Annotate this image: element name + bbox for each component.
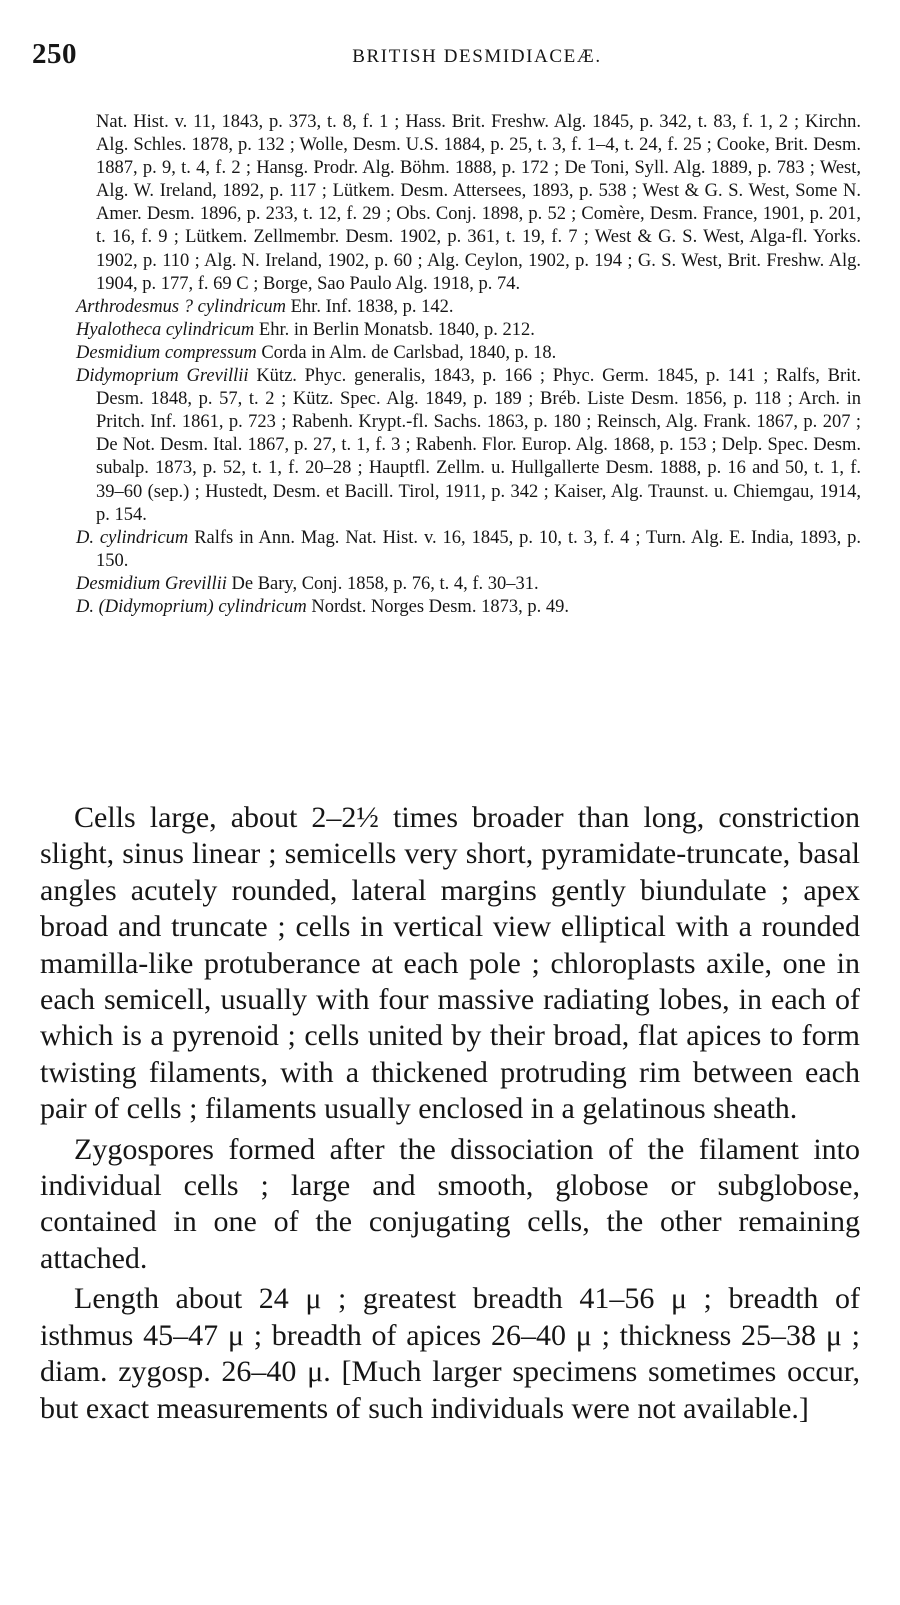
species-description: [40, 800, 860, 1431]
synonym-citation: Ehr. in Berlin Monatsb. 1840, p. 212.: [254, 319, 535, 340]
synonymy-entry: [76, 342, 861, 365]
running-title: BRITISH DESMIDIACEÆ.: [352, 46, 602, 67]
synonymy-block: [76, 111, 861, 619]
synonym-name: Hyalotheca cylindricum: [76, 319, 255, 340]
synonym-citation: Ralfs in Ann. Mag. Nat. Hist. v. 16, 1845, p. 10, t. 3, f. 4 ; Turn. Alg. E. India, 1893, p. 150.: [96, 527, 862, 571]
synonymy-entry: [76, 319, 861, 342]
description-paragraph-cells: Cells large, about 2–2½ times broader than long, constriction slight, sinus linear ; semicells very short, pyramidate-truncate, basal angles acutely rounded, lateral margins gently biundulate ; apex broad and truncate ; cells in vertical view elliptical with a rounded mamilla-like protuberance at each pole ; chloroplasts axile, one in each semicell, usually with four massive radiating lobes, in each of which is a pyrenoid ; cells united by their broad, flat apices to form twisting filaments, with a thickened protruding rim between each pair of cells ; filaments usually enclosed in a gelatinous sheath.: [40, 801, 860, 1126]
page-number: 250: [32, 38, 77, 70]
synonym-name: D. (Didymoprium) cylindricum: [76, 596, 307, 617]
page-header: [32, 38, 862, 78]
synonym-name: Desmidium Grevillii: [76, 573, 227, 594]
synonym-citation: Nordst. Norges Desm. 1873, p. 49.: [306, 596, 569, 617]
description-paragraph-zygospores: Zygospores formed after the dissociation of the filament into individual cells ; large and smooth, globose or subglobose, contained in one of the conjugating cells, the other remaining attached.: [40, 1132, 860, 1275]
synonym-name: Desmidium compressum: [76, 342, 257, 363]
synonymy-entry: [76, 296, 861, 319]
synonym-citation: Nat. Hist. v. 11, 1843, p. 373, t. 8, f. 1 ; Hass. Brit. Freshw. Alg. 1845, p. 342, t. 83, f. 1, 2 ; Kirchn. Alg. Schles. 1878, p. 132 ; Wolle, Desm. U.S. 1884, p. 25, t. 3, f. 1–4, t. 24, f. 25 ; Cooke, Brit. Desm. 1887, p. 9, t. 4, f. 2 ; Hansg. Prodr. Alg. Böhm. 1888, p. 172 ; De Toni, Syll. Alg. 1889, p. 783 ; West, Alg. W. Ireland, 1892, p. 117 ; Lütkem. Desm. Attersees, 1893, p. 538 ; West & G. S. West, Some N. Amer. Desm. 1896, p. 233, t. 12, f. 29 ; Obs. Conj. 1898, p. 52 ; Comère, Desm. France, 1901, p. 201, t. 16, f. 9 ; Lütkem. Zellmembr. Desm. 1902, p. 361, t. 19, f. 7 ; West & G. S. West, Alga-fl. Yorks. 1902, p. 110 ; Alg. N. Ireland, 1902, p. 60 ; Alg. Ceylon, 1902, p. 194 ; G. S. West, Brit. Freshw. Alg. 1904, p. 177, f. 69 C ; Borge, Sao Paulo Alg. 1918, p. 74.: [96, 112, 861, 294]
synonymy-entry: [76, 111, 861, 296]
synonymy-entry: [76, 365, 861, 527]
synonym-citation: Ehr. Inf. 1838, p. 142.: [286, 296, 454, 317]
synonym-name: Didymoprium Grevillii: [76, 366, 249, 387]
synonym-name: Arthrodesmus ? cylindricum: [76, 296, 286, 317]
synonym-citation: Corda in Alm. de Carlsbad, 1840, p. 18.: [256, 342, 557, 363]
synonym-citation: De Bary, Conj. 1858, p. 76, t. 4, f. 30–31.: [226, 573, 539, 594]
synonymy-entry: [76, 527, 861, 573]
synonymy-entry: [76, 573, 861, 596]
description-paragraph-measurements: Length about 24 μ ; greatest breadth 41–56 μ ; breadth of isthmus 45–47 μ ; breadth of apices 26–40 μ ; thickness 25–38 μ ; diam. zygosp. 26–40 μ. [Much larger specimens sometimes occur, but exact measurements of such individuals were not available.]: [40, 1282, 860, 1425]
synonym-name: D. cylindricum: [76, 527, 189, 548]
synonymy-entry: [76, 596, 861, 619]
synonym-citation: Kütz. Phyc. generalis, 1843, p. 166 ; Phyc. Germ. 1845, p. 141 ; Ralfs, Brit. Desm. 1848, p. 57, t. 2 ; Kütz. Spec. Alg. 1849, p. 189 ; Bréb. Liste Desm. 1856, p. 118 ; Arch. in Pritch. Inf. 1861, p. 723 ; Rabenh. Krypt.-fl. Sachs. 1863, p. 180 ; Reinsch, Alg. Frank. 1867, p. 207 ; De Not. Desm. Ital. 1867, p. 27, t. 1, f. 3 ; Rabenh. Flor. Europ. Alg. 1868, p. 153 ; Delp. Spec. Desm. subalp. 1873, p. 52, t. 1, f. 20–28 ; Hauptfl. Zellm. u. Hullgallerte Desm. 1888, p. 16 and 50, t. 1, f. 39–60 (sep.) ; Hustedt, Desm. et Bacill. Tirol, 1911, p. 342 ; Kaiser, Alg. Traunst. u. Chiemgau, 1914, p. 154.: [96, 366, 862, 525]
